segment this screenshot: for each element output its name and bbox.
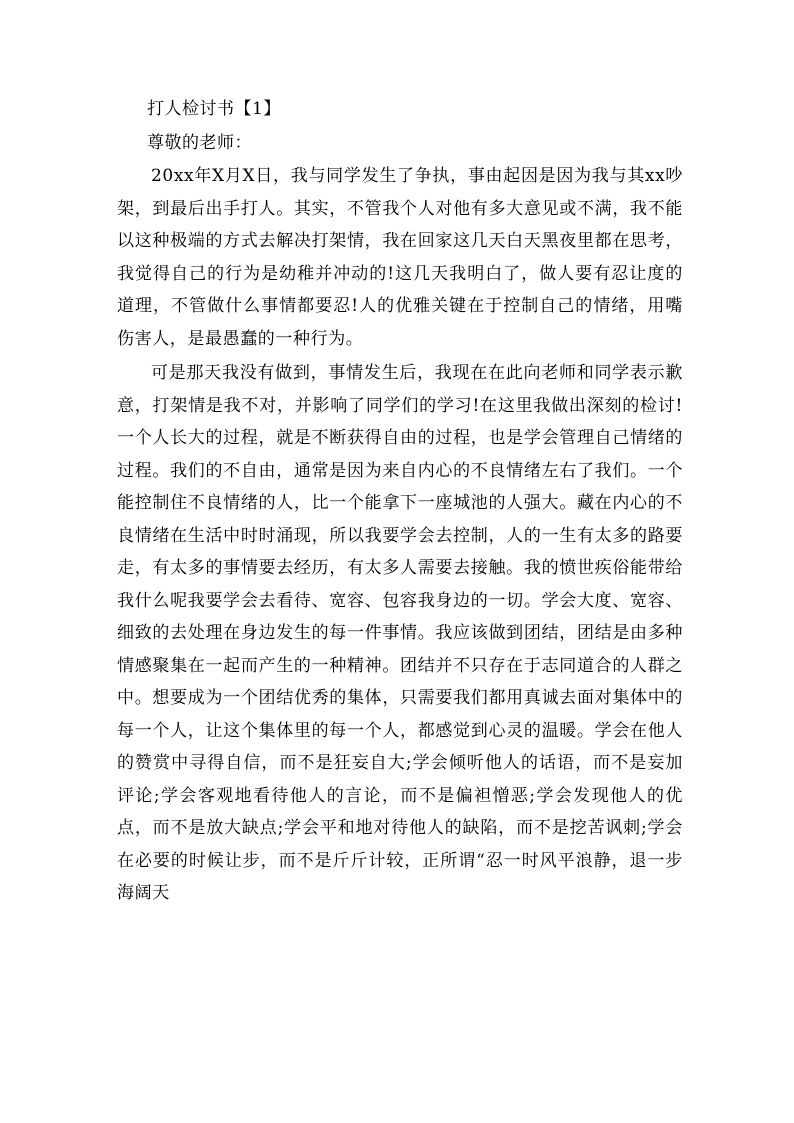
salutation: 尊敬的老师： <box>147 133 252 153</box>
document-title: 打人检讨书【1】 <box>147 99 281 119</box>
paragraph-1: 20xx年X月X日，我与同学发生了争执，事由起因是因为我与其xx吵架，到最后出手打人。其实，不管我个人对他有多大意见或不满，我不能以这种极端的方式去解决打架情，我在回家这几天白天黑夜里都在思考，我觉得自己的行为是幼稚并冲动的!这几天我明白了，做人要有忍让度的道理，不管做什么事情都要忍!人的优雅关键在于控制自己的情绪，用嘴伤害人，是最愚蠢的一种行为。 <box>117 166 683 349</box>
document-body <box>117 92 683 910</box>
paragraph-2: 可是那天我没有做到，事情发生后，我现在在此向老师和同学表示歉意，打架情是我不对，并影响了同学们的学习!在这里我做出深刻的检讨!一个人长大的过程，就是不断获得自由的过程，也是学会管理自己情绪的过程。我们的不自由，通常是因为来自内心的不良情绪左右了我们。一个能控制住不良情绪的人，比一个能拿下一座城池的人强大。藏在内心的不良情绪在生活中时时涌现，所以我要学会去控制，人的一生有太多的路要走，有太多的事情要去经历，有太多人需要去接触。我的愤世疾俗能带给我什么呢我要学会去看待、宽容、包容我身边的一切。学会大度、宽容、细致的去处理在身边发生的每一件事情。我应该做到团结，团结是由多种情感聚集在一起而产生的一种精神。团结并不只存在于志同道合的人群之中。想要成为一个团结优秀的集体，只需要我们都用真诚去面对集体中的每一个人，让这个集体里的每一个人，都感觉到心灵的温暖。学会在他人的赞赏中寻得自信，而不是狂妄自大;学会倾听他人的话语，而不是妄加评论;学会客观地看待他人的言论，而不是偏袒憎恶;学会发现他人的优点，而不是放大缺点;学会平和地对待他人的缺陷，而不是挖苦讽刺;学会在必要的时候让步，而不是斤斤计较，正所谓“忍一时风平浪静，退一步海阔天 <box>117 363 683 903</box>
